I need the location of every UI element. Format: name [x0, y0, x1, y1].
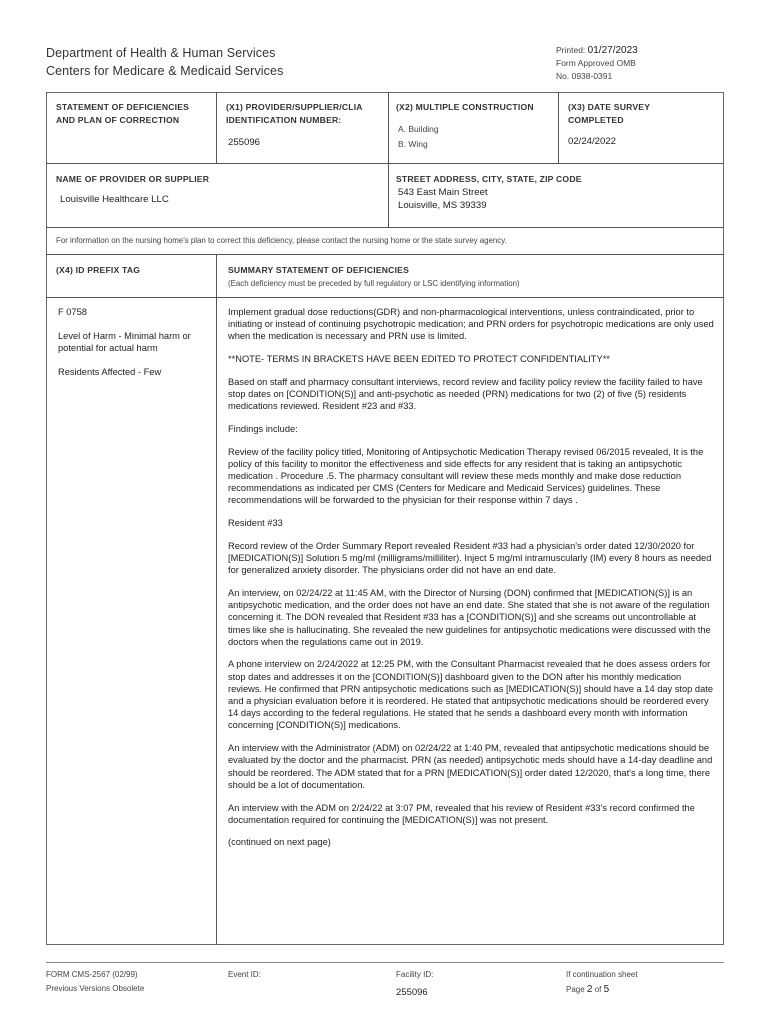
- divider: [558, 92, 559, 163]
- x3-label-line: COMPLETED: [568, 115, 624, 125]
- facility-id-label: Facility ID:: [396, 970, 434, 979]
- continued-note: (continued on next page): [228, 837, 331, 848]
- x1-label-line: (X1) PROVIDER/SUPPLIER/CLIA: [226, 102, 363, 112]
- statement-label-line: AND PLAN OF CORRECTION: [56, 115, 180, 125]
- x4-label: (X4) ID PREFIX TAG: [56, 265, 141, 275]
- facility-id-value: 255096: [396, 987, 428, 998]
- divider: [216, 254, 217, 945]
- printed-date: 01/27/2023: [587, 45, 638, 56]
- divider: [216, 92, 217, 163]
- x3-label: [568, 101, 650, 127]
- statement-label-line: STATEMENT OF DEFICIENCIES: [56, 102, 190, 112]
- divider: [388, 92, 389, 163]
- level-of-harm: Level of Harm - Minimal harm or potential for actual harm: [58, 331, 191, 353]
- paragraph: An interview, on 02/24/22 at 11:45 AM, with the Director of Nursing (DON) confirmed that [MEDICATION(S)] is an antipsychotic medication, and the order does not have an end date. She stated that she is not aware of the regulation concerning it. The DON revealed that Resident #33 has a [CONDITION(S)] and she screams out uncontrollable at times like she is hallucinating. She revealed the new guidelines for antipsychotic medications were discussed with the doctors when the regulations came out in 2019.: [228, 587, 711, 647]
- divider: [388, 163, 389, 227]
- divider: [46, 297, 724, 298]
- omb-number: No. 0938-0391: [556, 71, 613, 81]
- x1-value: 255096: [228, 137, 261, 148]
- paragraph: Based on staff and pharmacy consultant interviews, record review and facility policy review the facility failed to have stop dates on [CONDITION(S)] and anti-psychotic as needed (PRN) medications for two (2) of five (5) residents medications reviewed. Resident #23 and #33.: [228, 376, 703, 412]
- paragraph: **NOTE- TERMS IN BRACKETS HAVE BEEN EDITED TO PROTECT CONFIDENTIALITY**: [228, 354, 610, 365]
- event-id-label: Event ID:: [228, 970, 261, 979]
- divider: [46, 227, 724, 228]
- x1-label: [226, 101, 363, 127]
- page-number: 2: [586, 984, 593, 995]
- x3-label-line: (X3) DATE SURVEY: [568, 102, 651, 112]
- form-number: FORM CMS-2567 (02/99): [46, 970, 138, 979]
- divider: [46, 163, 724, 164]
- paragraph: An interview with the ADM on 2/24/22 at 3:07 PM, revealed that his review of Resident #33's record confirmed the documentation required for continuing the [MEDICATION(S)] was not present.: [228, 802, 695, 825]
- printed-label: Printed:: [556, 45, 586, 55]
- divider: [46, 254, 724, 255]
- x2-building: A. Building: [398, 124, 439, 134]
- footer-divider: [46, 962, 724, 963]
- paragraph: Record review of the Order Summary Report revealed Resident #33 had a physician's order dated 12/30/2020 for [MEDICATION(S)] Solution 5 mg/ml (milligrams/milliliter). Inject 5 mg/ml intramuscularly (IM) every 8 hours as needed for generalized anxiety disorder. The physicians order did not have an end date.: [228, 540, 712, 576]
- tag-column: [58, 306, 210, 378]
- x1-label-line: IDENTIFICATION NUMBER:: [226, 115, 342, 125]
- tag-id: F 0758: [58, 307, 87, 317]
- address-label: STREET ADDRESS, CITY, STATE, ZIP CODE: [396, 174, 582, 184]
- paragraph: A phone interview on 2/24/2022 at 12:25 PM, with the Consultant Pharmacist revealed that he does assess orders for stop dates and addresses it on the [CONDITION(S)] dashboard given to the DON after his monthly medication reviews. He confirmed that PRN antipsychotic medications such as [MEDICATION(S)] should have a 14 day stop date and a physician evaluation before it is reordered. He stated that antipsychotic medications should be reordered every 14 days according to the federal regulations. He stated that he sends a dashboard every month with information concerning [CONDITION(S)] medications.: [228, 659, 714, 731]
- provider-label: NAME OF PROVIDER OR SUPPLIER: [56, 174, 210, 184]
- paragraph: Implement gradual dose reductions(GDR) and non-pharmacological interventions, unless contraindicated, prior to initiating or instead of continuing psychotropic medication; and PRN orders for psychotropic medications are only used when the medication is necessary and PRN use is limited.: [228, 307, 714, 342]
- x3-value: 02/24/2022: [568, 136, 617, 147]
- previous-versions: Previous Versions Obsolete: [46, 984, 145, 993]
- summary-label: SUMMARY STATEMENT OF DEFICIENCIES: [228, 265, 410, 275]
- paragraph: An interview with the Administrator (ADM) on 02/24/22 at 1:40 PM, revealed that antipsychotic medications should be evaluated by the doctor and the pharmacist. PRN (as needed) antipsychotic meds should have a 14-day deadline and should be reordered. The ADM stated that for a PRN [MEDICATION(S)] order dated 12/2020, that's a long time, there should be a lot of documentation.: [228, 743, 713, 790]
- summary-body: [228, 306, 714, 859]
- centers-title: Centers for Medicare & Medicaid Services: [46, 64, 284, 78]
- provider-value: Louisville Healthcare LLC: [60, 194, 169, 205]
- form-approved: Form Approved OMB: [556, 58, 636, 68]
- department-title: Department of Health & Human Services: [46, 46, 276, 60]
- paragraph: Review of the facility policy titled, Monitoring of Antipsychotic Medication Therapy revised 06/2015 revealed, It is the policy of this facility to monitor the effectiveness and side effects for any resident that is taking an antipsychotic medication . Procedure .5. The pharmacy consultant will review these meds monthly and make dose reduction recommendations as indicated per CMS (Centers for Medicare and Medicaid Services) guidelines. These recommendations will be forwarded to the physician for their response within 7 days .: [228, 446, 704, 506]
- x2-wing: B. Wing: [398, 139, 428, 149]
- paragraph: Resident #33: [228, 518, 283, 529]
- paragraph: Findings include:: [228, 423, 298, 434]
- info-note: For information on the nursing home's plan to correct this deficiency, please contact the nursing home or the state survey agency.: [56, 236, 507, 245]
- page-indicator: [566, 984, 609, 995]
- page-total: 5: [603, 984, 610, 995]
- address-line2: Louisville, MS 39339: [398, 200, 487, 211]
- page-label: Page: [566, 985, 585, 994]
- of-label: of: [594, 985, 602, 994]
- summary-note: (Each deficiency must be preceded by full regulatory or LSC identifying information): [228, 279, 520, 288]
- printed-line: [556, 45, 638, 56]
- statement-label: [56, 101, 189, 127]
- residents-affected: Residents Affected - Few: [58, 367, 162, 377]
- address-line1: 543 East Main Street: [398, 187, 488, 198]
- continuation-sheet: If continuation sheet: [566, 970, 638, 979]
- x2-label: (X2) MULTIPLE CONSTRUCTION: [396, 102, 534, 112]
